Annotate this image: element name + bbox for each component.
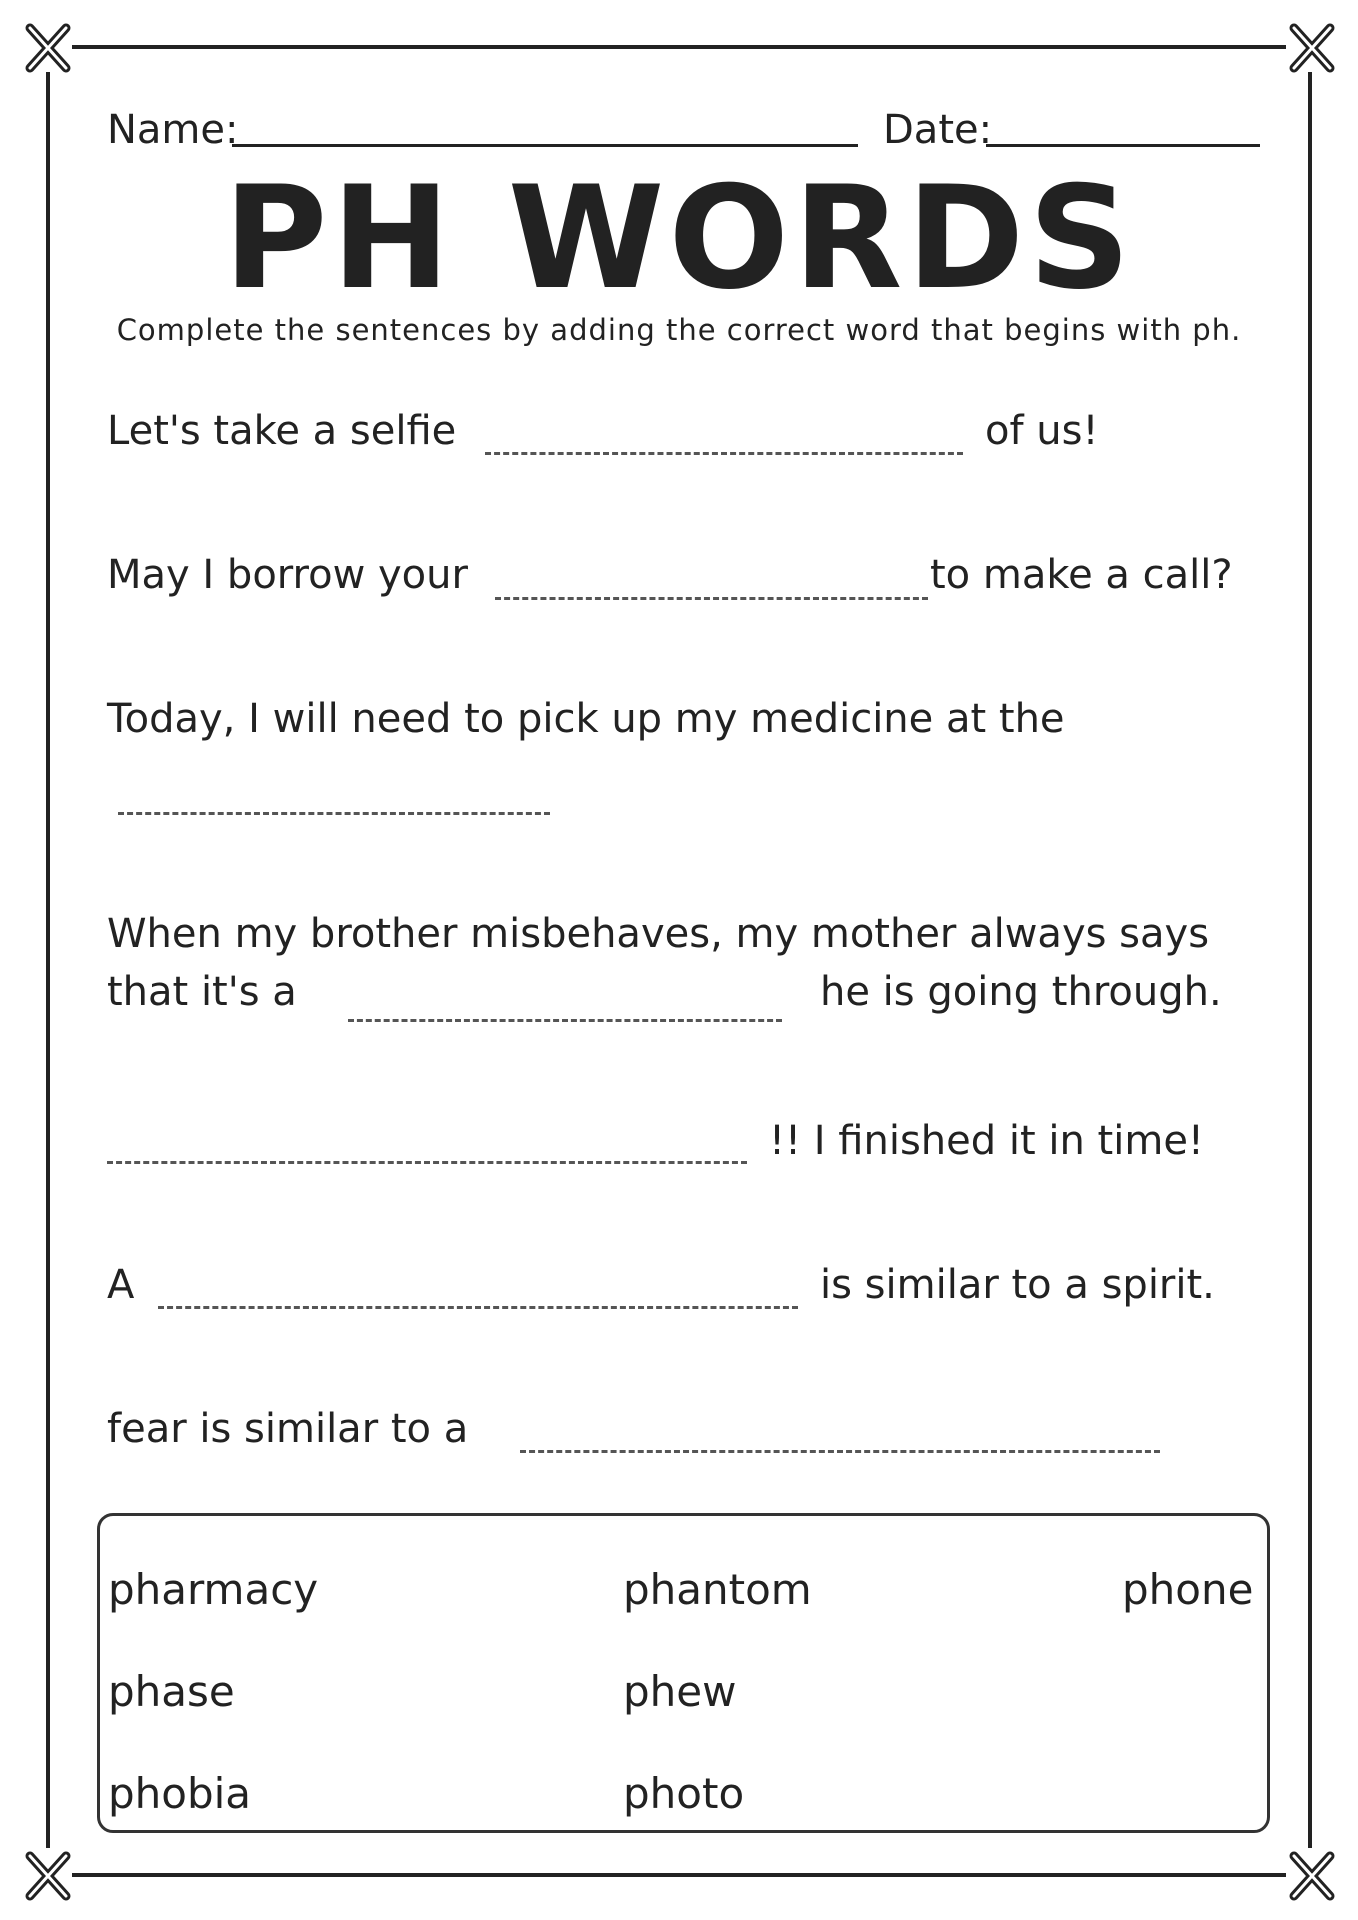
sentence-2-before: May I borrow your (107, 552, 468, 598)
word-bank-item: phobia (108, 1769, 252, 1818)
date-label: Date: (883, 107, 993, 153)
word-bank-item: phase (108, 1667, 235, 1716)
date-line[interactable] (986, 144, 1260, 147)
corner-x-icon (18, 1846, 78, 1906)
sentence-4-blank[interactable] (348, 1019, 782, 1022)
corner-x-icon (1282, 1846, 1342, 1906)
page-title: PH WORDS (223, 156, 1135, 321)
word-bank-item: phantom (623, 1565, 812, 1614)
sentence-3-blank[interactable] (118, 812, 550, 815)
sentence-4-before: that it's a (107, 969, 297, 1015)
sentence-7-before: fear is similar to a (107, 1406, 469, 1452)
sentence-7-blank[interactable] (520, 1450, 1160, 1453)
sentence-6-after: is similar to a spirit. (820, 1262, 1215, 1308)
corner-x-icon (1282, 18, 1342, 78)
name-label: Name: (107, 107, 239, 153)
word-bank-item: phone (1122, 1565, 1254, 1614)
sentence-3-before: Today, I will need to pick up my medicine at the (107, 696, 1065, 742)
sentence-4-after: he is going through. (820, 969, 1222, 1015)
sentence-2-after: to make a call? (930, 552, 1233, 598)
sentence-5-after: !! I finished it in time! (769, 1118, 1204, 1164)
sentence-1-before: Let's take a selfie (107, 408, 457, 454)
name-line[interactable] (232, 144, 858, 147)
word-bank-box (97, 1513, 1270, 1833)
sentence-1-after: of us! (985, 408, 1099, 454)
sentence-6-before: A (107, 1262, 135, 1308)
sentence-5-blank[interactable] (107, 1161, 747, 1164)
word-bank-item: photo (623, 1769, 745, 1818)
word-bank-item: phew (623, 1667, 737, 1716)
frame-bottom-line (72, 1873, 1286, 1877)
sentence-2-blank[interactable] (495, 597, 928, 600)
sentence-4-line1: When my brother misbehaves, my mother always says (107, 911, 1210, 957)
sentence-6-blank[interactable] (158, 1306, 798, 1309)
frame-top-line (72, 45, 1286, 49)
word-bank-item: pharmacy (108, 1565, 319, 1614)
instructions-text: Complete the sentences by adding the correct word that begins with ph. (116, 313, 1242, 347)
corner-x-icon (18, 18, 78, 78)
sentence-1-blank[interactable] (485, 452, 963, 455)
